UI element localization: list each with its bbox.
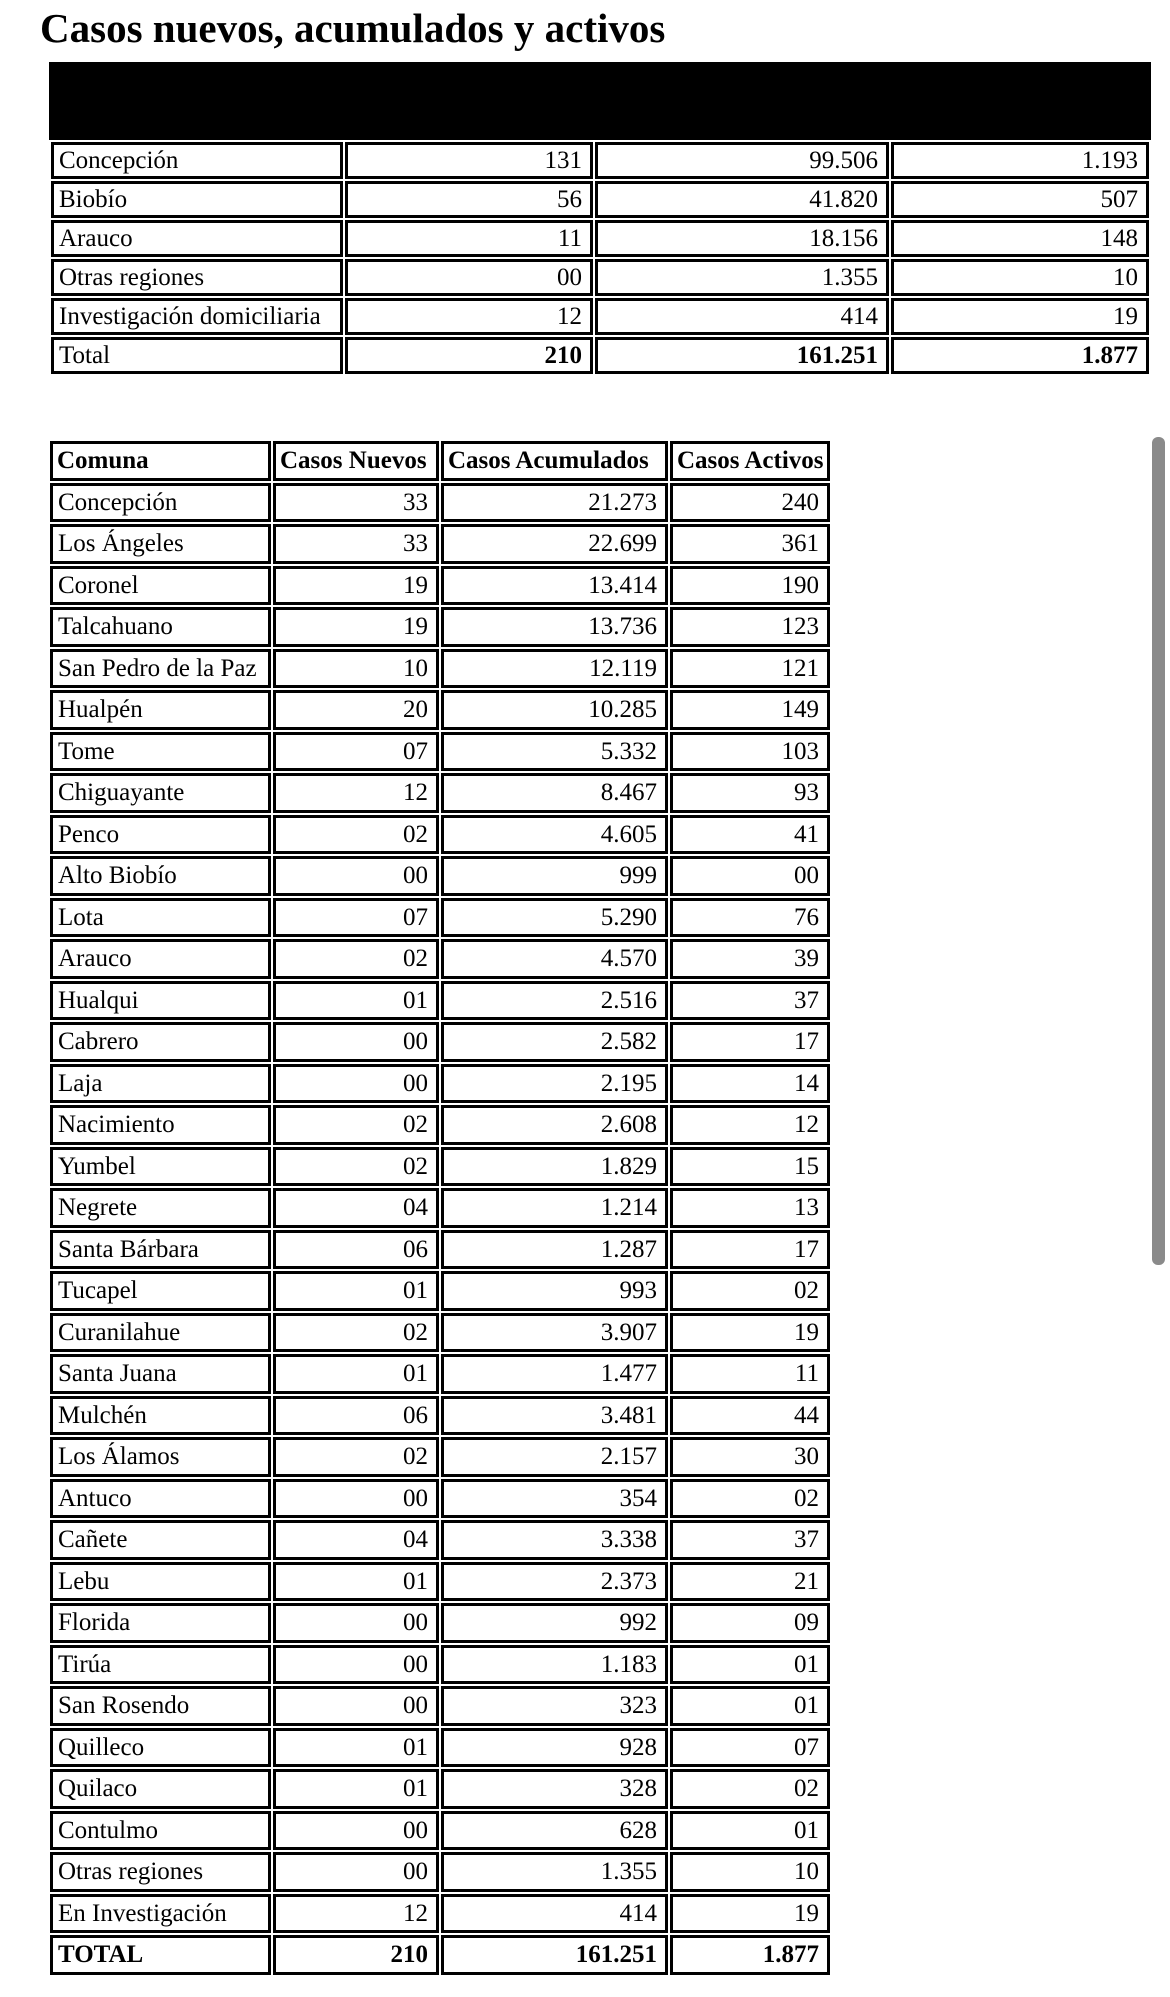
comuna-row-label: Quilleco bbox=[50, 1728, 271, 1768]
comuna-row-label: Penco bbox=[50, 815, 271, 855]
comuna-row-value: 22.699 bbox=[441, 524, 668, 564]
comuna-row-value: 02 bbox=[670, 1769, 830, 1809]
comuna-row bbox=[50, 856, 830, 896]
comuna-row bbox=[50, 773, 830, 813]
summary-row-value: 99.506 bbox=[595, 142, 889, 179]
comuna-row bbox=[50, 1894, 830, 1934]
comuna-row-label: Quilaco bbox=[50, 1769, 271, 1809]
comuna-row-value: 10.285 bbox=[441, 690, 668, 730]
comuna-row-value: 328 bbox=[441, 1769, 668, 1809]
comuna-row-label: TOTAL bbox=[50, 1935, 271, 1975]
comuna-row-value: 10 bbox=[273, 649, 439, 689]
comuna-row-value: 240 bbox=[670, 483, 830, 523]
summary-row-label: Otras regiones bbox=[51, 259, 343, 296]
comuna-row bbox=[50, 815, 830, 855]
comuna-row-value: 93 bbox=[670, 773, 830, 813]
comuna-row bbox=[50, 1105, 830, 1145]
comuna-row-label: Hualqui bbox=[50, 981, 271, 1021]
comuna-row bbox=[50, 1603, 830, 1643]
comuna-row-value: 02 bbox=[273, 1313, 439, 1353]
comuna-row-value: 4.570 bbox=[441, 939, 668, 979]
comuna-row-value: 1.214 bbox=[441, 1188, 668, 1228]
comuna-column-header: Casos Acumulados bbox=[441, 441, 668, 481]
comuna-row-value: 02 bbox=[273, 1437, 439, 1477]
comuna-row-label: Florida bbox=[50, 1603, 271, 1643]
comuna-row-value: 190 bbox=[670, 566, 830, 606]
comuna-row-value: 00 bbox=[273, 1022, 439, 1062]
comuna-row-value: 2.516 bbox=[441, 981, 668, 1021]
comuna-row bbox=[50, 1437, 830, 1477]
comuna-row-value: 76 bbox=[670, 898, 830, 938]
summary-row-value: 18.156 bbox=[595, 220, 889, 257]
comuna-row-value: 2.157 bbox=[441, 1437, 668, 1477]
comuna-row-value: 12 bbox=[670, 1105, 830, 1145]
comuna-row-value: 41 bbox=[670, 815, 830, 855]
summary-total-row bbox=[51, 337, 1149, 374]
comuna-row bbox=[50, 1396, 830, 1436]
comuna-row-label: San Rosendo bbox=[50, 1686, 271, 1726]
comuna-row-value: 1.355 bbox=[441, 1852, 668, 1892]
comuna-row-value: 02 bbox=[273, 815, 439, 855]
comuna-row bbox=[50, 1271, 830, 1311]
comuna-row-value: 07 bbox=[670, 1728, 830, 1768]
comuna-row-value: 361 bbox=[670, 524, 830, 564]
comuna-row-value: 17 bbox=[670, 1022, 830, 1062]
comuna-row-label: San Pedro de la Paz bbox=[50, 649, 271, 689]
comuna-row-value: 01 bbox=[670, 1811, 830, 1851]
comuna-row-label: Hualpén bbox=[50, 690, 271, 730]
comuna-row-label: Arauco bbox=[50, 939, 271, 979]
comuna-row-label: Los Ángeles bbox=[50, 524, 271, 564]
comuna-row bbox=[50, 898, 830, 938]
comuna-row-label: Coronel bbox=[50, 566, 271, 606]
comuna-row bbox=[50, 1728, 830, 1768]
comuna-row-value: 37 bbox=[670, 981, 830, 1021]
summary-row-label: Concepción bbox=[51, 142, 343, 179]
comuna-row-value: 1.477 bbox=[441, 1354, 668, 1394]
comuna-row-label: Mulchén bbox=[50, 1396, 271, 1436]
comuna-row-label: Talcahuano bbox=[50, 607, 271, 647]
comuna-row bbox=[50, 690, 830, 730]
comuna-row bbox=[50, 1479, 830, 1519]
summary-row-value: 161.251 bbox=[595, 337, 889, 374]
comuna-row-value: 01 bbox=[273, 1728, 439, 1768]
comuna-row-value: 323 bbox=[441, 1686, 668, 1726]
comuna-row bbox=[50, 1520, 830, 1560]
comuna-row bbox=[50, 483, 830, 523]
comuna-row bbox=[50, 524, 830, 564]
comuna-row-value: 12 bbox=[273, 773, 439, 813]
comuna-row-value: 19 bbox=[670, 1894, 830, 1934]
comuna-row-value: 02 bbox=[670, 1271, 830, 1311]
comuna-total-row bbox=[50, 1935, 830, 1975]
page-title: Casos nuevos, acumulados y activos bbox=[40, 5, 666, 51]
summary-row-value: 41.820 bbox=[595, 181, 889, 218]
comuna-row-value: 3.338 bbox=[441, 1520, 668, 1560]
summary-row-value: 12 bbox=[345, 298, 593, 335]
comuna-row-label: Alto Biobío bbox=[50, 856, 271, 896]
summary-row bbox=[51, 142, 1149, 179]
comuna-row-label: Tome bbox=[50, 732, 271, 772]
comuna-row bbox=[50, 566, 830, 606]
comuna-row-value: 17 bbox=[670, 1230, 830, 1270]
summary-row-value: 00 bbox=[345, 259, 593, 296]
comuna-row-value: 00 bbox=[273, 1645, 439, 1685]
comuna-row-value: 00 bbox=[273, 1852, 439, 1892]
comuna-row-value: 1.829 bbox=[441, 1147, 668, 1187]
comuna-row-label: Negrete bbox=[50, 1188, 271, 1228]
comuna-row bbox=[50, 1852, 830, 1892]
comuna-row-value: 01 bbox=[273, 1769, 439, 1809]
comuna-row-value: 2.373 bbox=[441, 1562, 668, 1602]
comuna-row-label: Lota bbox=[50, 898, 271, 938]
comuna-row-value: 121 bbox=[670, 649, 830, 689]
comuna-row-label: Tucapel bbox=[50, 1271, 271, 1311]
comuna-row-value: 33 bbox=[273, 524, 439, 564]
comuna-row-value: 01 bbox=[670, 1645, 830, 1685]
comuna-row bbox=[50, 607, 830, 647]
comuna-row bbox=[50, 1313, 830, 1353]
summary-row-label: Investigación domiciliaria bbox=[51, 298, 343, 335]
comuna-row-value: 161.251 bbox=[441, 1935, 668, 1975]
comuna-row-value: 1.287 bbox=[441, 1230, 668, 1270]
comuna-row-value: 210 bbox=[273, 1935, 439, 1975]
comuna-row-value: 2.582 bbox=[441, 1022, 668, 1062]
summary-row-label: Biobío bbox=[51, 181, 343, 218]
comuna-column-header: Casos Activos bbox=[670, 441, 830, 481]
comuna-row-label: En Investigación bbox=[50, 1894, 271, 1934]
comuna-row-value: 00 bbox=[273, 856, 439, 896]
comuna-row-value: 00 bbox=[670, 856, 830, 896]
summary-row bbox=[51, 298, 1149, 335]
comuna-row-value: 02 bbox=[273, 1147, 439, 1187]
comuna-row-value: 19 bbox=[670, 1313, 830, 1353]
comuna-row-value: 3.907 bbox=[441, 1313, 668, 1353]
comuna-row-value: 06 bbox=[273, 1230, 439, 1270]
comuna-table bbox=[48, 439, 832, 1977]
summary-row-value: 11 bbox=[345, 220, 593, 257]
comuna-row-value: 02 bbox=[273, 1105, 439, 1145]
summary-row bbox=[51, 181, 1149, 218]
comuna-row-value: 414 bbox=[441, 1894, 668, 1934]
comuna-row-label: Chiguayante bbox=[50, 773, 271, 813]
comuna-row bbox=[50, 1354, 830, 1394]
comuna-row-value: 14 bbox=[670, 1064, 830, 1104]
comuna-row-value: 01 bbox=[273, 1562, 439, 1602]
comuna-row-value: 2.195 bbox=[441, 1064, 668, 1104]
comuna-row-value: 993 bbox=[441, 1271, 668, 1311]
comuna-row-value: 11 bbox=[670, 1354, 830, 1394]
comuna-row-label: Los Álamos bbox=[50, 1437, 271, 1477]
comuna-row-value: 04 bbox=[273, 1520, 439, 1560]
comuna-row bbox=[50, 1645, 830, 1685]
comuna-row-value: 09 bbox=[670, 1603, 830, 1643]
comuna-row bbox=[50, 1769, 830, 1809]
comuna-row-label: Laja bbox=[50, 1064, 271, 1104]
comuna-row-value: 15 bbox=[670, 1147, 830, 1187]
comuna-row-value: 07 bbox=[273, 898, 439, 938]
comuna-row-value: 00 bbox=[273, 1811, 439, 1851]
comuna-row-value: 3.481 bbox=[441, 1396, 668, 1436]
comuna-row-value: 13 bbox=[670, 1188, 830, 1228]
comuna-row-value: 103 bbox=[670, 732, 830, 772]
comuna-row-value: 13.736 bbox=[441, 607, 668, 647]
comuna-row bbox=[50, 1230, 830, 1270]
comuna-row-value: 5.290 bbox=[441, 898, 668, 938]
comuna-row-value: 06 bbox=[273, 1396, 439, 1436]
comuna-row-label: Cañete bbox=[50, 1520, 271, 1560]
comuna-row-value: 37 bbox=[670, 1520, 830, 1560]
comuna-row bbox=[50, 981, 830, 1021]
comuna-row-label: Santa Juana bbox=[50, 1354, 271, 1394]
summary-table-header-redacted-bar bbox=[49, 62, 1151, 140]
comuna-column-header: Comuna bbox=[50, 441, 271, 481]
comuna-row-value: 21 bbox=[670, 1562, 830, 1602]
comuna-row-value: 4.605 bbox=[441, 815, 668, 855]
comuna-row bbox=[50, 1022, 830, 1062]
comuna-row-value: 44 bbox=[670, 1396, 830, 1436]
comuna-row bbox=[50, 1811, 830, 1851]
comuna-row-value: 00 bbox=[273, 1686, 439, 1726]
summary-row-value: 507 bbox=[891, 181, 1149, 218]
comuna-row-value: 19 bbox=[273, 607, 439, 647]
summary-row-value: 10 bbox=[891, 259, 1149, 296]
summary-row bbox=[51, 259, 1149, 296]
comuna-row-value: 19 bbox=[273, 566, 439, 606]
summary-row-value: 210 bbox=[345, 337, 593, 374]
comuna-row-value: 02 bbox=[670, 1479, 830, 1519]
comuna-row-label: Otras regiones bbox=[50, 1852, 271, 1892]
comuna-row-value: 33 bbox=[273, 483, 439, 523]
comuna-row-value: 00 bbox=[273, 1603, 439, 1643]
comuna-row-value: 8.467 bbox=[441, 773, 668, 813]
summary-row-value: 414 bbox=[595, 298, 889, 335]
comuna-row-value: 12.119 bbox=[441, 649, 668, 689]
summary-row-value: 1.355 bbox=[595, 259, 889, 296]
summary-row-label: Arauco bbox=[51, 220, 343, 257]
comuna-row-value: 01 bbox=[273, 1354, 439, 1394]
comuna-row-value: 07 bbox=[273, 732, 439, 772]
comuna-row-value: 21.273 bbox=[441, 483, 668, 523]
comuna-header-row bbox=[50, 441, 830, 481]
comuna-row-label: Curanilahue bbox=[50, 1313, 271, 1353]
comuna-row-value: 10 bbox=[670, 1852, 830, 1892]
comuna-row-value: 01 bbox=[273, 981, 439, 1021]
summary-row bbox=[51, 220, 1149, 257]
comuna-row-value: 992 bbox=[441, 1603, 668, 1643]
comuna-row-value: 149 bbox=[670, 690, 830, 730]
comuna-row-value: 39 bbox=[670, 939, 830, 979]
comuna-row-value: 00 bbox=[273, 1479, 439, 1519]
summary-row-value: 19 bbox=[891, 298, 1149, 335]
comuna-row-label: Nacimiento bbox=[50, 1105, 271, 1145]
comuna-column-header: Casos Nuevos bbox=[273, 441, 439, 481]
comuna-row-value: 999 bbox=[441, 856, 668, 896]
summary-row-value: 148 bbox=[891, 220, 1149, 257]
comuna-row-value: 354 bbox=[441, 1479, 668, 1519]
comuna-row-label: Concepción bbox=[50, 483, 271, 523]
comuna-row bbox=[50, 939, 830, 979]
summary-row-label: Total bbox=[51, 337, 343, 374]
comuna-row-value: 01 bbox=[273, 1271, 439, 1311]
comuna-row-value: 30 bbox=[670, 1437, 830, 1477]
comuna-row-label: Lebu bbox=[50, 1562, 271, 1602]
comuna-row bbox=[50, 1562, 830, 1602]
comuna-row-value: 1.183 bbox=[441, 1645, 668, 1685]
comuna-row-value: 928 bbox=[441, 1728, 668, 1768]
comuna-row bbox=[50, 649, 830, 689]
comuna-row-label: Contulmo bbox=[50, 1811, 271, 1851]
comuna-row-value: 2.608 bbox=[441, 1105, 668, 1145]
comuna-row-label: Tirúa bbox=[50, 1645, 271, 1685]
comuna-row-value: 628 bbox=[441, 1811, 668, 1851]
comuna-row-value: 20 bbox=[273, 690, 439, 730]
comuna-row-label: Yumbel bbox=[50, 1147, 271, 1187]
summary-row-value: 1.193 bbox=[891, 142, 1149, 179]
comuna-row-value: 02 bbox=[273, 939, 439, 979]
comuna-row-label: Santa Bárbara bbox=[50, 1230, 271, 1270]
summary-row-value: 1.877 bbox=[891, 337, 1149, 374]
summary-row-value: 131 bbox=[345, 142, 593, 179]
comuna-row-value: 04 bbox=[273, 1188, 439, 1228]
summary-row-value: 56 bbox=[345, 181, 593, 218]
comuna-row-label: Cabrero bbox=[50, 1022, 271, 1062]
comuna-row-label: Antuco bbox=[50, 1479, 271, 1519]
comuna-row-value: 01 bbox=[670, 1686, 830, 1726]
comuna-row-value: 123 bbox=[670, 607, 830, 647]
comuna-row-value: 5.332 bbox=[441, 732, 668, 772]
comuna-row bbox=[50, 1064, 830, 1104]
comuna-row-value: 12 bbox=[273, 1894, 439, 1934]
summary-table bbox=[49, 140, 1151, 376]
comuna-row-value: 1.877 bbox=[670, 1935, 830, 1975]
comuna-row bbox=[50, 1188, 830, 1228]
comuna-row-value: 13.414 bbox=[441, 566, 668, 606]
comuna-row bbox=[50, 1686, 830, 1726]
comuna-row bbox=[50, 732, 830, 772]
comuna-row bbox=[50, 1147, 830, 1187]
comuna-row-value: 00 bbox=[273, 1064, 439, 1104]
vertical-scrollbar-thumb[interactable] bbox=[1152, 437, 1165, 1265]
